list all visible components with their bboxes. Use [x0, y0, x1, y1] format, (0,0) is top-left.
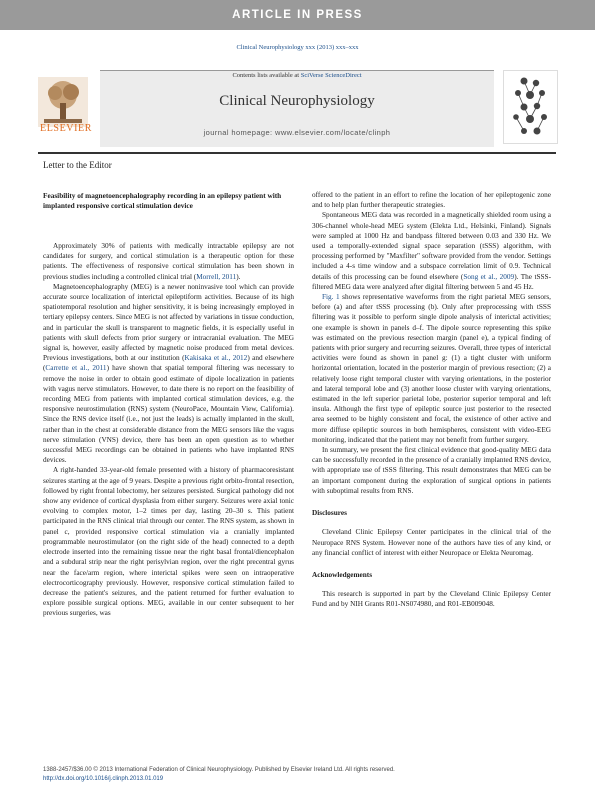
paragraph-results [312, 292, 551, 445]
paragraph-methods [312, 210, 551, 292]
article-title: Feasibility of magnetoencephalography recording in an epilepsy patient with implanted responsive cortical stimulation device [43, 191, 282, 210]
paragraph-summary: In summary, we present the first clinical evidence that good-quality MEG data can be successfully recorded in the presence of a cranially implanted RNS device, with appropriate use of tSSS filtering. This result demonstrates that MEG can be an important component during the exploration of surgical options in patients with suboptimal results from RNS. [312, 446, 551, 495]
figure-link[interactable]: Fig. 1 [322, 293, 340, 302]
paragraph-text: ) have shown that spatial temporal filtering was necessary to remove the noise in order to obtain good estimate of dipole localization in patients with vagus nerve stimulators. However, to date there is no report on the feasibility of recording MEG from patients with implanted cortical stimulation devices, e.g. the responsive neurostimulation (RNS) system (NeuroPace, Mountain View, California). Since the RNS device itself (i.e., not just the leads) is actually implanted in the skull, rather than in the chest at considerable distance from the MEG sensors like the vagus nerve stimulation (VNS) device, there has been an open question as to whether successful MEG recordings can be obtained in patients who have implanted RNS devices. [43, 364, 295, 465]
right-column [312, 190, 551, 610]
journal-citation[interactable]: Clinical Neurophysiology xxx (2013) xxx–xxx [236, 44, 359, 51]
elsevier-wordmark: ELSEVIER [39, 123, 93, 134]
paragraph-text: ). [236, 272, 241, 281]
section-label: Letter to the Editor [43, 160, 112, 170]
contents-prefix: Contents lists available at [232, 72, 300, 79]
banner-text: ARTICLE IN PRESS [232, 9, 363, 21]
paragraph-text: Magnetoencephalography (MEG) is a newer noninvasive tool which can provide accurate source localization of interictal epileptiform activities. Because of its high spatiotemporal resolution and higher sensitivity, it is being increasingly employed in tertiary epilepsy centers. Since MEG is not affected by variations in tissue conduction, and in particular the skull is transparent to magnetic fields, it is especially useful in patients with skull defects from prior surgery or intracranial evaluation. The MEG signal is, however, easily affected by magnetic noise produced from metal devices. Previous investigations, both at our institution ( [43, 282, 294, 363]
journal-title: Clinical Neurophysiology [219, 93, 375, 109]
reference-link[interactable]: Song et al., 2009 [463, 272, 515, 281]
paragraph-text: Approximately 30% of patients with medically intractable epilepsy are not candidates for surgery, and cortical stimulation is a therapeutic option for these patients. The effectiveness of responsive cortical stimulation has been shown in previous studies including a controlled clinical trial ( [43, 242, 294, 281]
paragraph-text: ) and elsewhere ( [43, 354, 294, 373]
doi-link[interactable]: http://dx.doi.org/10.1016/j.clinph.2013.01.019 [43, 775, 164, 782]
paragraph-case: A right-handed 33-year-old female presented with a history of pharmacoresistant seizures starting at the age of 9 years. Despite a previous right orbito-frontal resection, followed by right frontal lobectomy, her seizures persisted. Surgical pathology did not show any evidence of cortical dysplasia from either surgery. Seizures were axial tonic evolving to complex motor, 1–2 times per day, lasting 20–30 s. This patient participated in the RNS clinical trial through our center. The RNS system, as shown in panel c, provided responsive cortical stimulation via a cranially implanted programmable neurostimulator (on the right side of the head) connected to a depth electrode inserted into the remaining tissue near the right basal frontal/diencephalon and a subdural strip near the right perisylvian region, over the right precentral gyrus near the face/arm region, where interictal spikes were seen on intraoperative electrocorticography previously. However, responsive cortical stimulation failed to decrease the patient's seizures, and the patient returned for further evaluation to explore possible surgical options. MEG, available in our center subsequent to her previous surgeries, was [43, 466, 294, 618]
paragraph-text: Spontaneous MEG data was recorded in a magnetically shielded room using a 306-channel whole-head MEG system (Elekta Ltd., Helsinki, Finland). Signals were sampled at 1000 Hz and bandpass filtered between 0.03 and 330 Hz. We used a temporally-extended signal space separation (tSSS) algorithm, with processing performed by "Maxfilter" software provided from the vendor. Settings included a 4-s time window and a subspace correlation limit of 0.9. Technical details of this processing can be found elsewhere ( [312, 211, 551, 281]
title-spacer [43, 211, 294, 241]
disclosures-text: Cleveland Clinic Epilepsy Center participates in the clinical trial of the Neuropace RNS System. However none of the authors have ties of any kind, or any financial conflict of interest with either Neuropace or Elekta Neuromag. [312, 528, 551, 557]
paragraph-text: ). The tSSS-filtered MEG data were analyzed after digital filtering between 5 and 45 Hz. [312, 272, 551, 291]
acknowledgements-heading: Acknowledgements [312, 570, 373, 579]
copyright-line: 1388-2457/$36.00 © 2013 International Federation of Clinical Neurophysiology. Published by Elsevier Ireland Ltd. All rights reserved. [43, 767, 395, 773]
reference-link[interactable]: Kakisaka et al., 2012 [184, 354, 248, 363]
paragraph-continued: offered to the patient in an effort to refine the location of her epileptogenic zone and to help plan further therapeutic strategies. [312, 191, 551, 210]
journal-cover-icon [503, 70, 558, 144]
header-rule [38, 152, 556, 154]
journal-homepage[interactable]: journal homepage: www.elsevier.com/locate/clinph [203, 128, 391, 137]
paragraph-meg [43, 282, 294, 466]
footer [43, 766, 553, 783]
paragraph-text: shows representative waveforms from the right parietal MEG sensors, before (a) and after tSSS processing (b). Only after preprocessing with tSSS filtering was it possible to perform single dipole analysis of interictal activities; one example is shown in panels d–f. The dipole source representing this spike was estimated on the previous resection margin (panel e), a typical finding of patients with prior surgery and recurring seizures. Overall, three types of interictal activities were found as shown in panel g: (1) a tight cluster with uniform horizontal orientation, located in the posterior margin of previous resection; (2) a relatively loose right temporal cluster with varying orientations, in the posterior and lateral temporal lobe and (3) another loose cluster with varying orientations, estimated in the left superior parietal lobe, posterior superior temporal and left insula. Although the first type of epileptic source just posterior to the resected area seemed to be highly consistent and focal, the existence of other active and more diffuse epileptic sources in both hemispheres, consistent with video-EEG monitoring, indicated that the patient may not benefit from further surgery. [312, 293, 551, 444]
reference-link[interactable]: Carrette et al., 2011 [45, 364, 107, 373]
reference-link[interactable]: Morrell, 2011 [196, 272, 237, 281]
paragraph-intro [43, 241, 294, 282]
contents-line [100, 72, 494, 79]
left-column [43, 191, 294, 619]
acknowledgements-text: This research is supported in part by the Cleveland Clinic Epilepsy Center Fund and by NIH Grants R01-NS074980, and R01-EB009048. [312, 590, 551, 609]
disclosures-heading: Disclosures [312, 509, 347, 518]
sciencedirect-link[interactable]: SciVerse ScienceDirect [300, 72, 362, 79]
